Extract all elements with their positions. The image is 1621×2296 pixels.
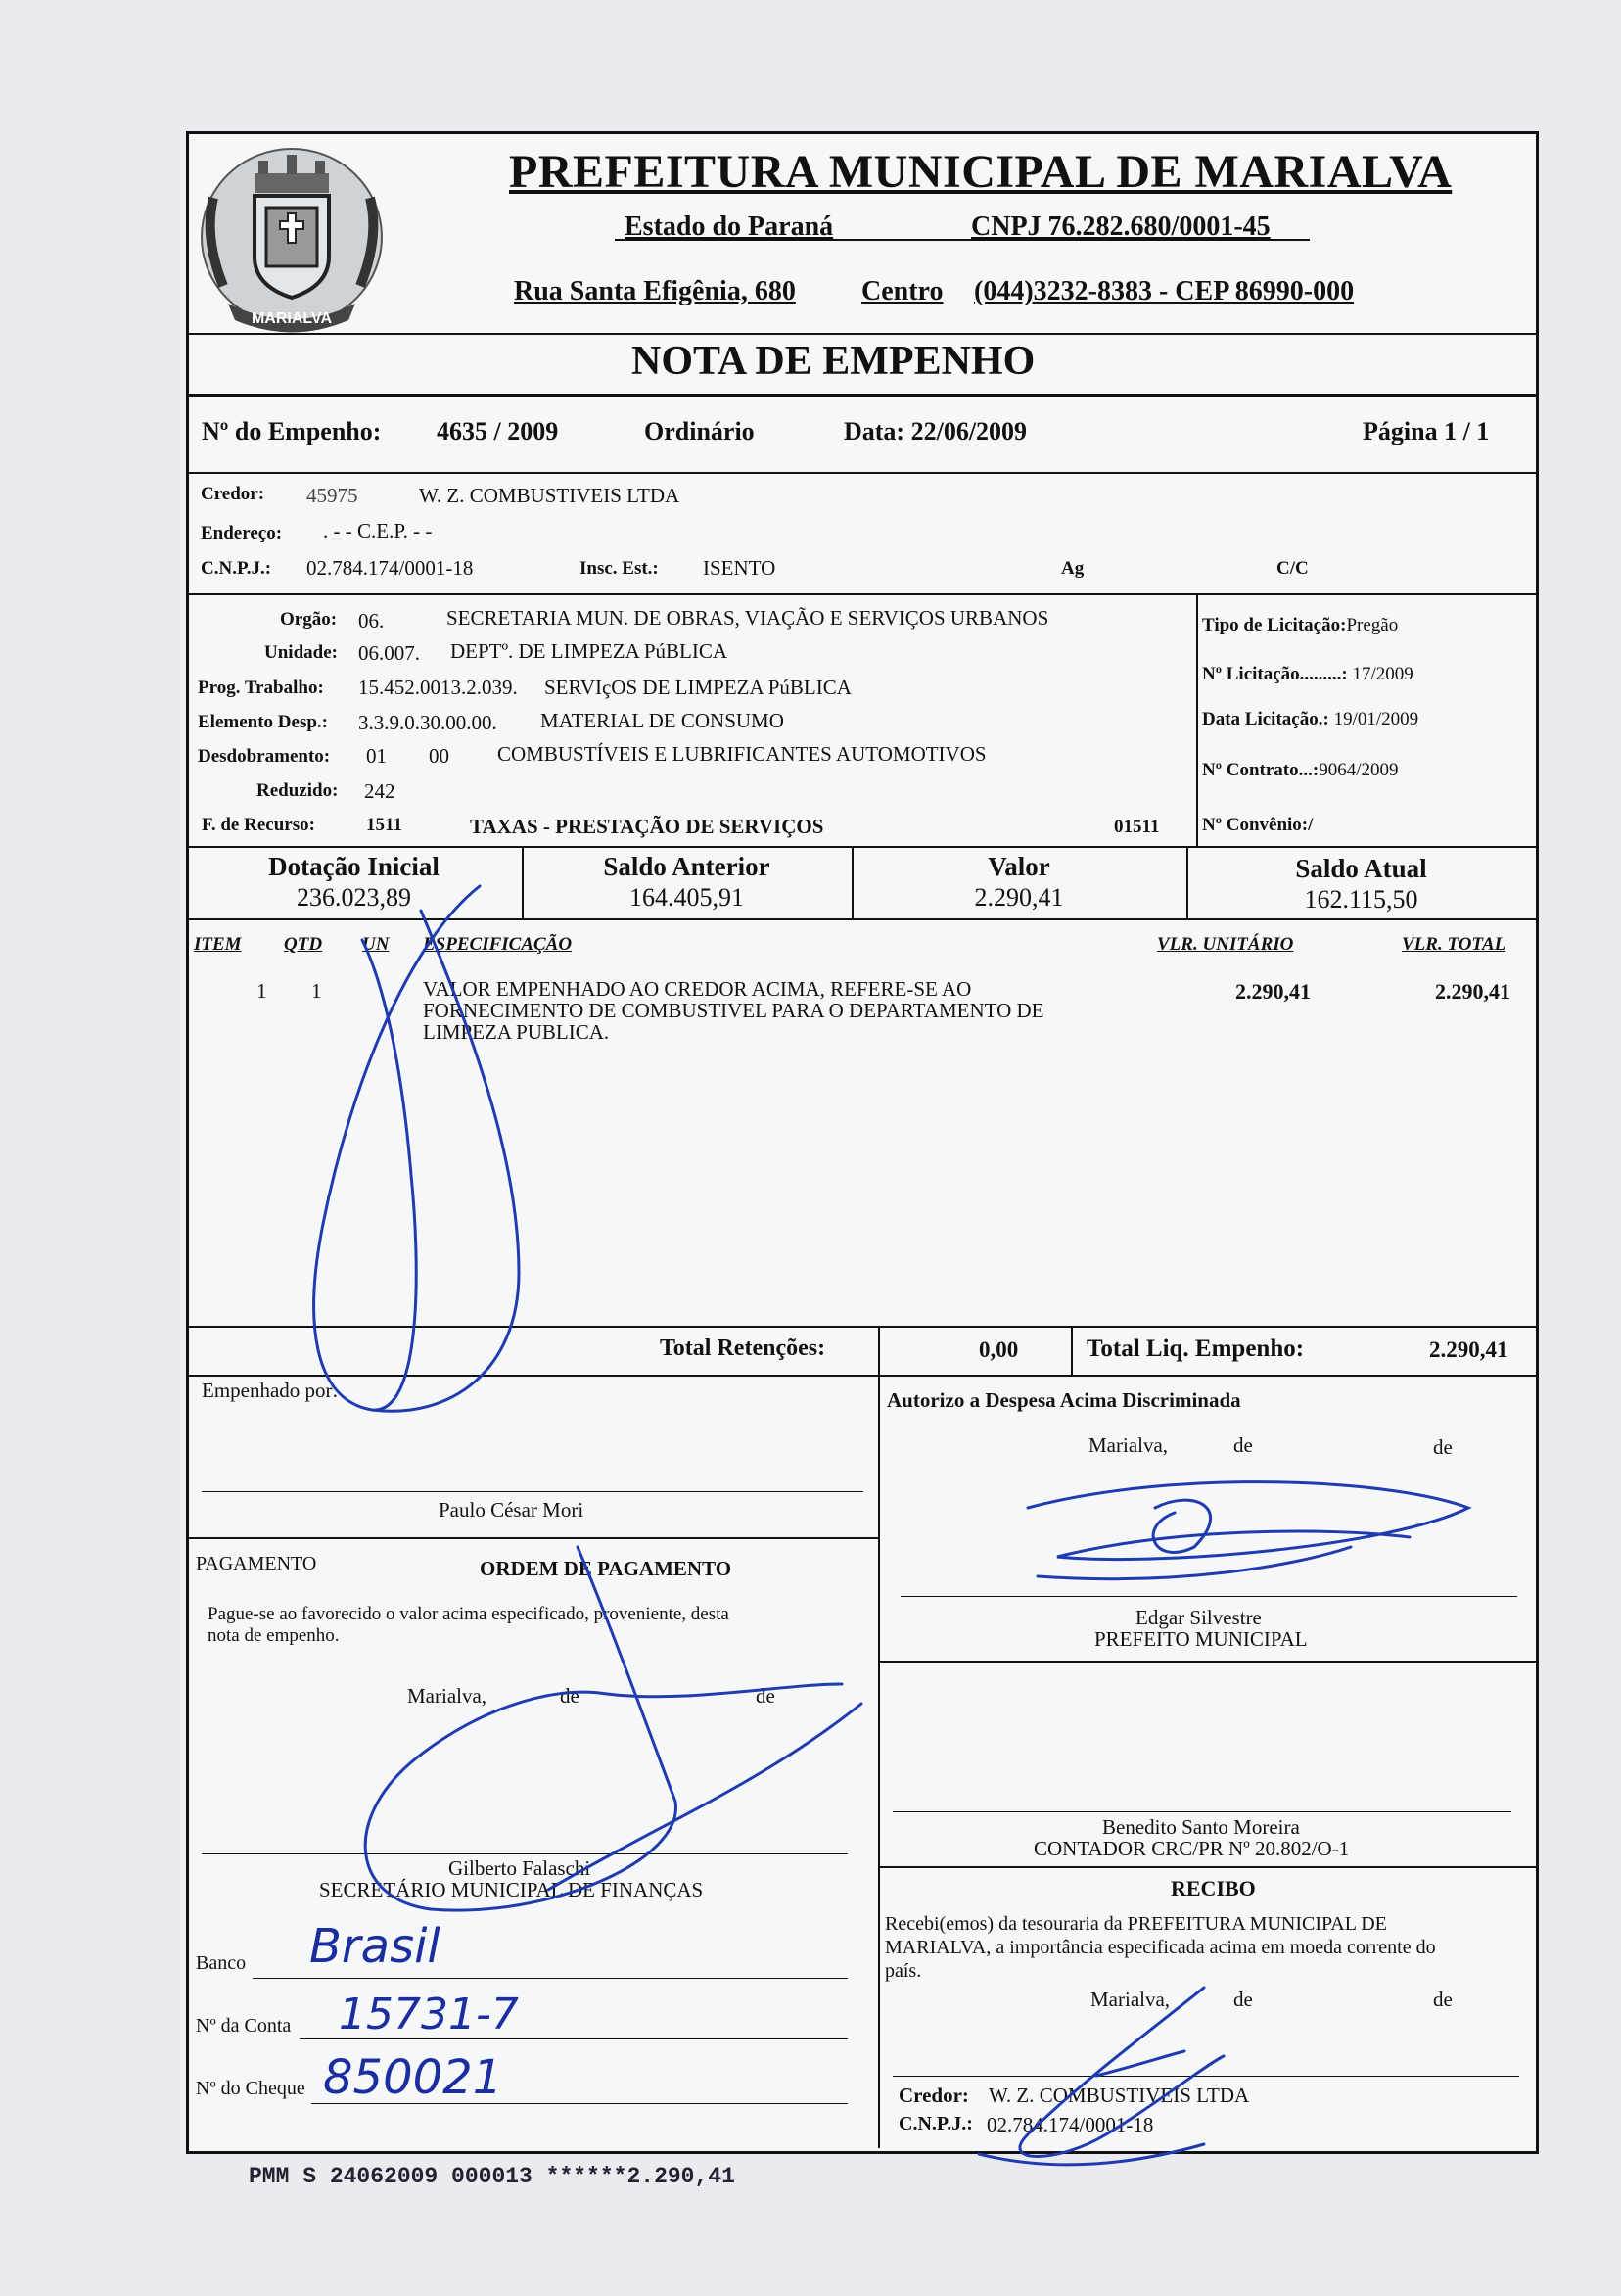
item-desc-line3: LIMPEZA PUBLICA. [423,1020,610,1044]
item-desc-line1: VALOR EMPENHADO AO CREDOR ACIMA, REFERE-SE AO [423,977,972,1001]
recibo-credor-label: Credor: [899,2084,969,2107]
cash-register-stamp: PMM S 24062009 000013 ******2.290,41 [249,2164,735,2189]
total-liq-value: 2.290,41 [1429,1337,1508,1362]
item-number: 1 [256,979,267,1003]
desdobramento-code2: 00 [429,744,449,768]
cnpj-value: 02.784.174/0001-18 [306,556,474,580]
licitacao-data-text: Data Licitação.: [1202,709,1329,729]
banco-label: Banco [196,1952,247,1974]
item-unit-value: 2.290,41 [1235,979,1311,1004]
elemento-label: Elemento Desp.: [198,712,328,732]
pagamento-label: PAGAMENTO [196,1553,317,1574]
endereco-value: . - - C.E.P. - - [323,519,433,542]
recibo-credor-value: W. Z. COMBUSTIVEIS LTDA [989,2084,1250,2107]
recibo-de2: de [1433,1988,1453,2011]
recibo-city: Marialva, [1090,1988,1171,2011]
dotacao-inicial-value: 236.023,89 [297,883,411,912]
insc-label: Insc. Est.: [579,558,659,579]
reduzido-label: Reduzido: [256,780,339,801]
licitacao-tipo-value: Pregão [1346,615,1399,635]
empenho-number: 4635 / 2009 [437,417,559,445]
recibo-cnpj-value: 02.784.174/0001-18 [987,2113,1154,2136]
licitacao-numero-value: 17/2009 [1352,664,1413,684]
total-liq-label: Total Liq. Empenho: [1087,1335,1305,1362]
desdobramento-code1: 01 [366,744,387,768]
col-vlr-unitario: VLR. UNITÁRIO [1157,934,1294,955]
unidade-desc: DEPTº. DE LIMPEZA PúBLICA [450,639,728,663]
prog-desc: SERVIçOS DE LIMPEZA PúBLICA [544,676,852,699]
seal-text: MARIALVA [251,310,333,327]
header-address: Rua Santa Efigênia, 680 [514,276,796,306]
reduzido-value: 242 [364,779,395,803]
autorizo-name: Edgar Silvestre [1135,1606,1262,1629]
cc-label: C/C [1276,558,1309,579]
autorizo-label: Autorizo a Despesa Acima Discriminada [887,1388,1241,1412]
autorizo-de1: de [1233,1433,1253,1457]
total-retencoes-value: 0,00 [979,1337,1019,1362]
empenho-type: Ordinário [644,417,755,445]
credor-label: Credor: [201,484,265,504]
page-title: PREFEITURA MUNICIPAL DE MARIALVA [509,146,1453,198]
empenho-label: Nº do Empenho: [202,417,382,445]
desdobramento-desc: COMBUSTÍVEIS E LUBRIFICANTES AUTOMOTIVOS [497,742,987,766]
unidade-code: 06.007. [358,641,420,665]
cheque-value: 850021 [323,2050,503,2105]
item-total-value: 2.290,41 [1435,979,1510,1004]
contrato-value: 9064/2009 [1319,760,1399,780]
convenio-label: Nº Convênio:/ [1202,815,1314,835]
recibo-de1: de [1233,1988,1253,2011]
recurso-number: 01511 [1114,817,1160,837]
recibo-line3: país. [885,1960,922,1982]
recurso-code: 1511 [366,815,402,835]
col-vlr-total: VLR. TOTAL [1402,934,1506,955]
signature-stroke [365,1547,861,1910]
pagamento-de2: de [756,1684,775,1708]
col-especificacao: ESPECIFICAÇÃO [423,934,573,955]
dotacao-inicial-label: Dotação Inicial [268,852,440,881]
pagamento-text-line1: Pague-se ao favorecido o valor acima especificado, proveniente, desta [208,1604,729,1624]
total-retencoes-label: Total Retenções: [660,1335,826,1361]
elemento-desc: MATERIAL DE CONSUMO [540,709,784,732]
cheque-label: Nº do Cheque [196,2078,305,2099]
header-district: Centro [861,276,944,306]
signature-stroke [1028,1482,1468,1579]
item-desc-line2: FORNECIMENTO DE COMBUSTIVEL PARA O DEPARTAMENTO DE [423,999,1044,1022]
col-item: ITEM [194,934,242,955]
page-number: Página 1 / 1 [1363,417,1490,445]
valor-value: 2.290,41 [974,883,1064,912]
credor-name: W. Z. COMBUSTIVEIS LTDA [419,484,680,507]
cnpj-label: C.N.P.J.: [201,558,272,579]
doc-title: NOTA DE EMPENHO [631,339,1036,384]
endereco-label: Endereço: [201,523,283,543]
recurso-label: F. de Recurso: [202,815,315,835]
pagamento-text-line2: nota de empenho. [208,1625,340,1646]
ordem-pagamento-label: ORDEM DE PAGAMENTO [480,1557,732,1580]
empenhado-name: Paulo César Mori [439,1498,584,1522]
empenho-date: Data: 22/06/2009 [844,417,1028,445]
unidade-label: Unidade: [264,642,338,663]
pagamento-role: SECRETÁRIO MUNICIPAL DE FINANÇAS [319,1878,704,1901]
pagamento-name: Gilberto Falaschi [448,1856,591,1880]
prog-label: Prog. Trabalho: [198,678,324,698]
contador-role: CONTADOR CRC/PR Nº 20.802/O-1 [1034,1837,1350,1860]
orgao-label: Orgão: [280,609,338,630]
item-qtd: 1 [311,979,322,1003]
valor-label: Valor [988,852,1050,881]
header-cnpj: CNPJ 76.282.680/0001-45 [971,211,1271,242]
orgao-desc: SECRETARIA MUN. DE OBRAS, VIAÇÃO E SERVIÇOS URBANOS [446,606,1049,630]
header-phone-cep: (044)3232-8383 - CEP 86990-000 [974,276,1355,306]
insc-value: ISENTO [703,556,776,580]
header-state: Estado do Paraná [625,211,834,242]
licitacao-data-value: 19/01/2009 [1333,709,1419,729]
col-un: UN [362,934,390,955]
saldo-anterior-label: Saldo Anterior [603,852,770,881]
licitacao-tipo-text: Tipo de Licitação: [1202,615,1347,635]
saldo-atual-value: 162.115,50 [1304,885,1418,914]
signature-stroke [314,886,519,1411]
contador-name: Benedito Santo Moreira [1102,1815,1300,1839]
autorizo-city: Marialva, [1088,1433,1169,1457]
conta-label: Nº da Conta [196,2015,292,2037]
credor-code: 45975 [306,484,358,507]
col-qtd: QTD [284,934,323,955]
ag-label: Ag [1061,558,1085,579]
pagamento-de1: de [560,1684,579,1708]
empenhado-label: Empenhado por: [202,1379,339,1402]
saldo-anterior-value: 164.405,91 [629,883,744,912]
pagamento-city: Marialva, [407,1684,487,1708]
conta-value: 15731-7 [339,1990,519,2039]
autorizo-role: PREFEITO MUNICIPAL [1094,1627,1308,1651]
elemento-code: 3.3.9.0.30.00.00. [358,711,497,734]
prog-code: 15.452.0013.2.039. [358,676,518,699]
recibo-line1: Recebi(emos) da tesouraria da PREFEITURA MUNICIPAL DE [885,1913,1387,1935]
licitacao-numero-text: Nº Licitação.........: [1202,664,1348,684]
recurso-desc: TAXAS - PRESTAÇÃO DE SERVIÇOS [470,815,824,838]
banco-value: Brasil [309,1919,440,1974]
signature-stroke [979,1988,1224,2165]
recibo-title: RECIBO [1171,1876,1256,1900]
orgao-code: 06. [358,609,385,633]
recibo-line2: MARIALVA, a importância especificada acima em moeda corrente do [885,1937,1436,1958]
recibo-cnpj-label: C.N.P.J.: [899,2113,973,2134]
saldo-atual-label: Saldo Atual [1295,854,1427,883]
desdobramento-label: Desdobramento: [198,746,331,767]
contrato-text: Nº Contrato...: [1202,760,1320,780]
autorizo-de2: de [1433,1435,1453,1459]
